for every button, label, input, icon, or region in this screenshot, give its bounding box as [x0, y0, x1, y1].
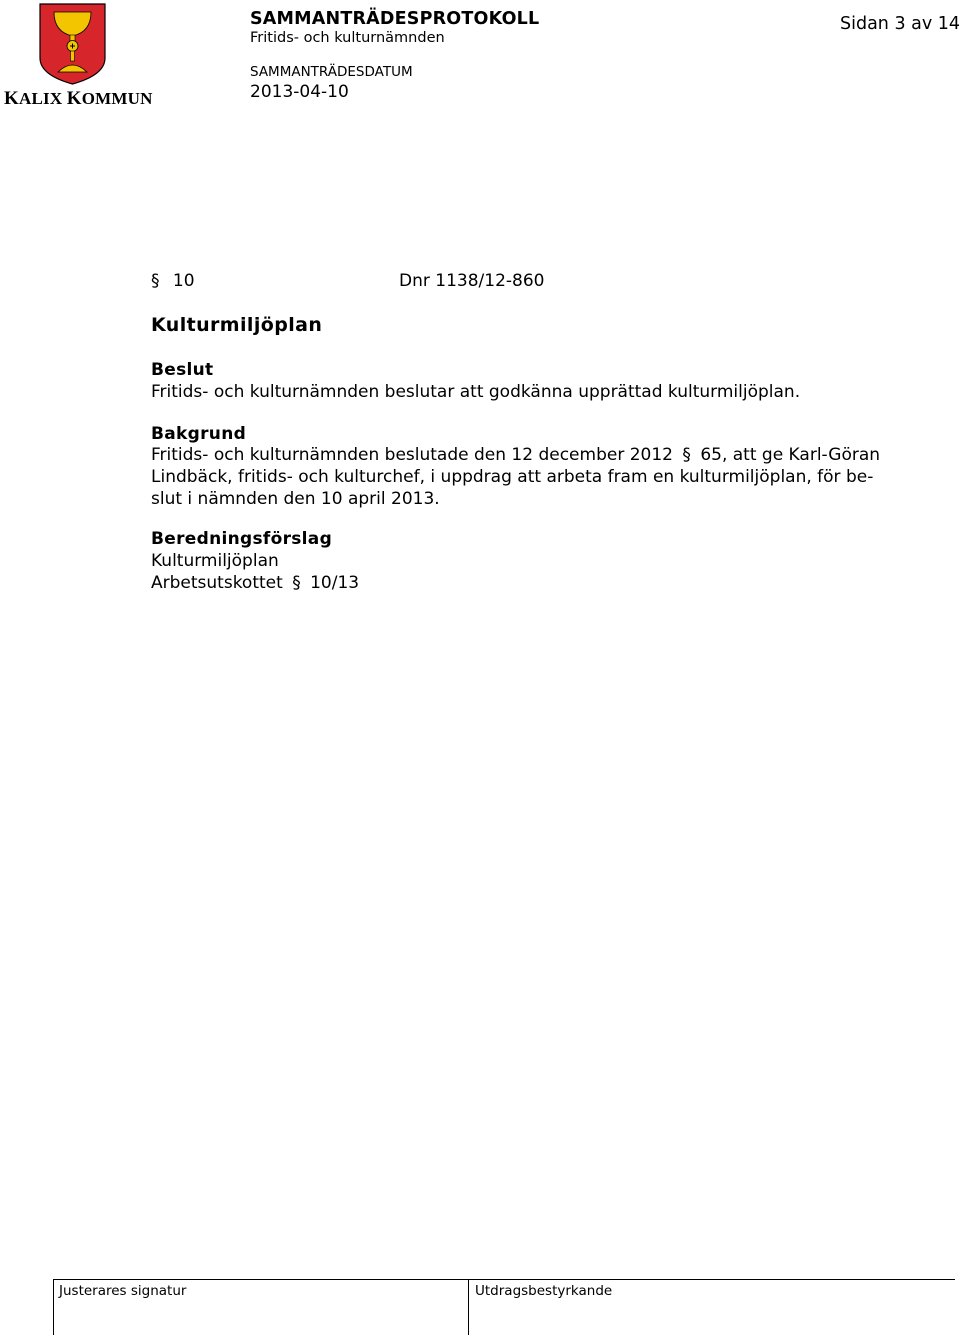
beredning-item: Arbetsutskottet § 10/13	[151, 573, 360, 593]
footer-divider-middle	[468, 1279, 469, 1335]
page-number: Sidan 3 av 14	[840, 14, 960, 34]
beredning-heading: Beredningsförslag	[151, 529, 333, 549]
paragraph-sign: §	[151, 271, 160, 291]
beslut-text: Fritids- och kulturnämnden beslutar att godkänna upprättad kulturmiljöplan.	[151, 382, 801, 402]
footer-divider-left	[53, 1279, 54, 1335]
signature-field-label: Justerares signatur	[59, 1283, 187, 1299]
beredning-item: Kulturmiljöplan	[151, 551, 279, 571]
beslut-heading: Beslut	[151, 360, 214, 380]
bakgrund-line-1: Fritids- och kulturnämnden beslutade den 12 december 2012 § 65, att ge Karl-Göran	[151, 445, 881, 465]
bakgrund-heading: Bakgrund	[151, 424, 247, 444]
paragraph-sign: §	[682, 445, 691, 465]
bakgrund-line-2: Lindbäck, fritids- och kulturchef, i uppdrag att arbeta fram en kulturmiljöplan, för be-	[151, 467, 874, 487]
paragraph-sign: §	[292, 573, 301, 593]
organization-name: KALIX KOMMUN	[4, 88, 153, 109]
meeting-date: 2013-04-10	[250, 82, 349, 102]
footer-divider	[53, 1279, 955, 1280]
coat-of-arms-icon	[2, 0, 147, 88]
item-title: Kulturmiljöplan	[151, 314, 323, 336]
meeting-date-label: SAMMANTRÄDESDATUM	[250, 64, 413, 80]
diary-number: Dnr 1138/12-860	[399, 271, 545, 291]
bakgrund-line-3: slut i nämnden den 10 april 2013.	[151, 489, 440, 509]
paragraph-reference	[151, 271, 545, 291]
committee-name: Fritids- och kulturnämnden	[250, 30, 445, 46]
bakgrund-text	[151, 444, 931, 510]
extract-certification-label: Utdragsbestyrkande	[475, 1283, 613, 1299]
paragraph-number: 10	[172, 271, 195, 291]
document-title: SAMMANTRÄDESPROTOKOLL	[250, 9, 540, 29]
